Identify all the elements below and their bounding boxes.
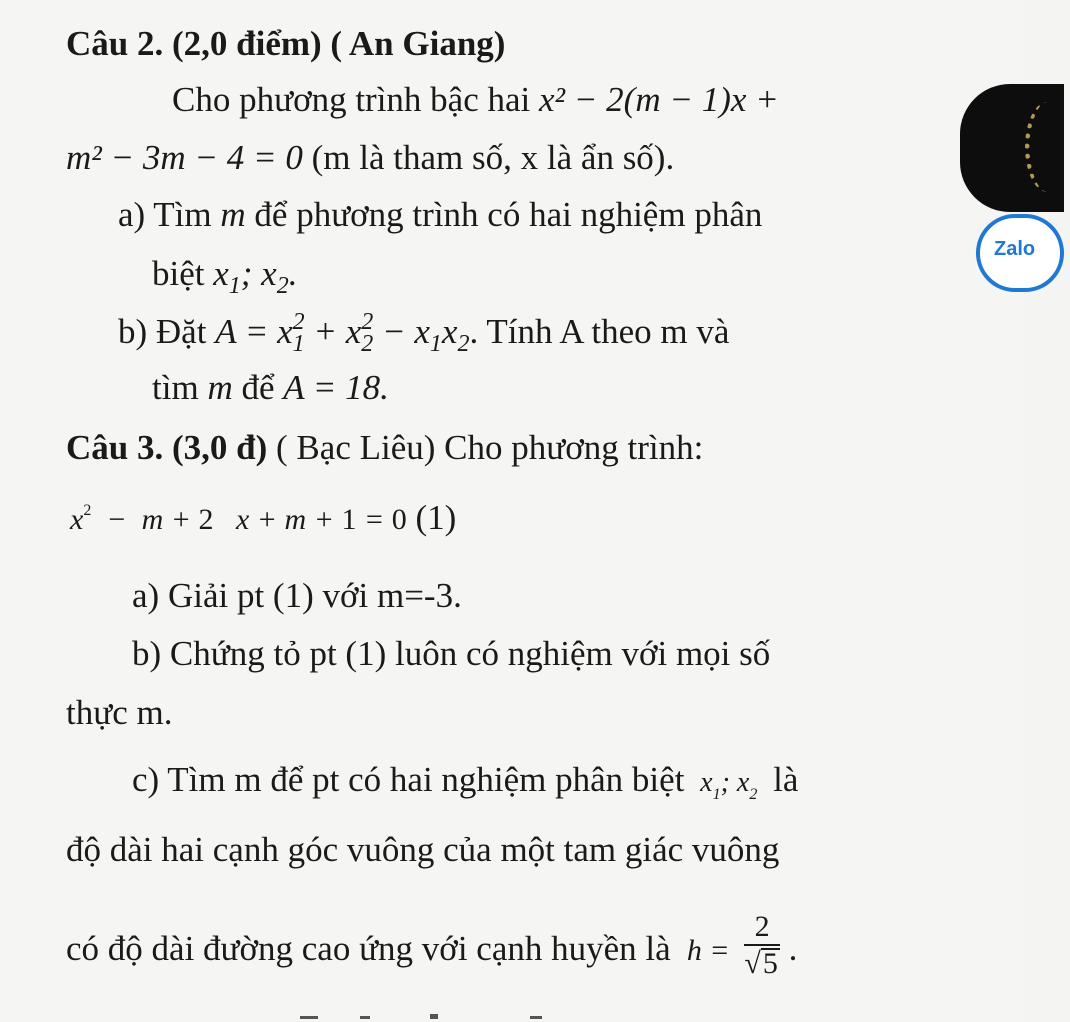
cau2-a-roots: $x_1$; $x_2$. (213, 254, 298, 299)
cau3-c-roots: $x_1$; $x_2$ (693, 767, 758, 803)
cau2-b-rest: . Tính A theo m và (469, 312, 730, 351)
cau3-title-line (66, 428, 703, 468)
zalo-label: Zalo (994, 238, 1036, 260)
cau3-part-c-line1 (132, 760, 798, 803)
cau2-b-prefix: b) Đặt (118, 312, 207, 351)
cau2-intro: Cho phương trình bậc hai (172, 80, 531, 119)
cau2-equation-part2: m² − 3m − 4 = 0 (66, 138, 303, 177)
cau3-c-line1-end: là (773, 760, 799, 799)
cau3-part-b-line2: thực m. (66, 693, 173, 732)
cau3-title: Câu 3. (3,0 đ) (66, 428, 268, 467)
cau3-equation: $x^2 - m + 2$ x + m + 1 = 0 (70, 502, 407, 536)
cau2-equation-part1: x² − 2(m − 1)x + (539, 80, 779, 119)
cau3-c-period: . (788, 929, 798, 969)
cau3-c-h: h = (679, 934, 730, 968)
cau2-b-line2-prefix: tìm (152, 368, 199, 407)
cau2-b-line2-mid: để (241, 368, 275, 407)
cau2-intro-line (172, 80, 779, 120)
cau2-part-a-line1 (118, 195, 762, 235)
cau2-a-rest: để phương trình có hai nghiệm phân (254, 195, 763, 234)
laurel-icon (1025, 102, 1070, 192)
cau2-title: Câu 2. (2,0 điểm) ( An Giang) (66, 24, 506, 63)
cau2-b-m: m (207, 368, 233, 407)
cau3-part-b-line1: b) Chứng tỏ pt (1) luôn có nghiệm với mọi số (132, 634, 771, 673)
cau2-b-line2-eq: A = 18. (283, 368, 389, 407)
cau2-part-b-line1 (118, 309, 730, 357)
cau3-c-line3: có độ dài đường cao ứng với cạnh huyền là (66, 929, 671, 969)
fraction-numerator: 2 (744, 910, 779, 946)
cau3-part-c-line3 (66, 910, 798, 988)
cau3-c-fraction (744, 910, 779, 982)
cau3-part-c-line2: độ dài hai cạnh góc vuông của một tam giác vuông (66, 830, 780, 869)
cau2-b-expression: $A = x_1^2 + x_2^2 - x_1x_2$ (215, 309, 470, 357)
cau3-c-line1: c) Tìm m để pt có hai nghiệm phân biệt (132, 760, 685, 799)
cau3-title-rest: ( Bạc Liêu) Cho phương trình: (276, 428, 704, 467)
zalo-button[interactable] (976, 214, 1064, 292)
cau2-a-line2-prefix: biệt (152, 254, 205, 293)
cau3-equation-line (70, 498, 456, 545)
cau2-equation-line (66, 138, 674, 178)
cau3-part-a: a) Giải pt (1) với m=-3. (132, 576, 462, 615)
fraction-denominator: √5 (744, 947, 778, 980)
cau2-part-b-line2 (152, 368, 389, 408)
cau2-equation-note: (m là tham số, x là ẩn số). (311, 138, 675, 177)
cau2-part-a-line2 (152, 254, 298, 299)
cut-off-text-fragment (300, 1012, 620, 1022)
cau2-a-m: m (220, 195, 246, 234)
medal-badge (960, 84, 1064, 212)
cau2-a-prefix: a) Tìm (118, 195, 212, 234)
sqrt-radicand: 5 (762, 947, 778, 980)
cau3-equation-label: (1) (415, 498, 457, 537)
